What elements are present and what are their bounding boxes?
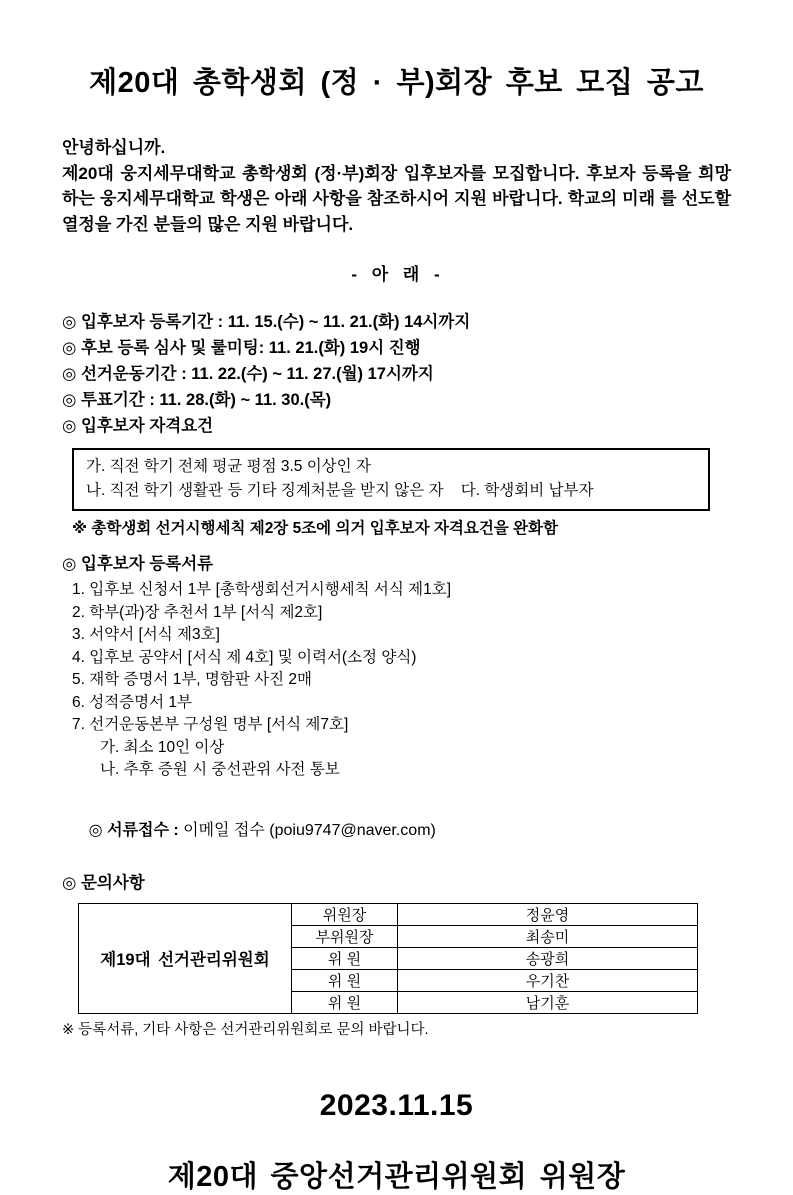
qualification-line: 나. 직전 학기 생활관 등 기타 징계처분을 받지 않은 자 다. 학생회비 납부자	[86, 482, 594, 499]
committee-name-cell: 우기찬	[398, 969, 698, 991]
table-footnote: ※ 등록서류, 기타 사항은 선거관리위원회로 문의 바랍니다.	[62, 1021, 429, 1038]
documents-item: 3. 서약서 [서식 제3호]	[72, 626, 220, 643]
intro-paragraph	[62, 135, 731, 237]
table-row	[79, 903, 698, 925]
schedule-item-campaign-period: ◎ 선거운동기간 : 11. 22.(수) ~ 11. 27.(월) 17시까지	[62, 365, 434, 383]
intro-line: 하는 웅지세무대학교 학생은 아래 사항을 참조하시어 지원 바랍니다. 학교의 미래 를 선도할	[62, 189, 731, 208]
committee-role-cell: 부위원장	[292, 925, 398, 947]
document-page	[0, 60, 793, 1193]
documents-item: 1. 입후보 신청서 1부 [총학생회선거시행세칙 서식 제1호]	[72, 581, 452, 598]
greeting-line: 안녕하십니까.	[62, 138, 166, 157]
committee-name-cell: 남기훈	[398, 991, 698, 1013]
committee-role-cell: 위 원	[292, 969, 398, 991]
intro-line: 열정을 가진 분들의 많은 지원 바랍니다.	[62, 214, 354, 234]
committee-role-cell: 위 원	[292, 947, 398, 969]
schedule-item-registration-period: ◎ 입후보자 등록기간 : 11. 15.(수) ~ 11. 21.(화) 14시까지	[62, 313, 471, 331]
documents-heading: ◎ 입후보자 등록서류	[62, 555, 214, 573]
page-title: 제20대 총학생회 (정 · 부)회장 후보 모집 공고	[89, 67, 704, 99]
schedule-item-review-meeting: ◎ 후보 등록 심사 및 룰미팅: 11. 21.(화) 19시 진행	[62, 339, 421, 357]
committee-name-cell: 송광희	[398, 947, 698, 969]
schedule-item-qualifications-heading: ◎ 입후보자 자격요건	[62, 417, 214, 435]
submission-line	[62, 792, 731, 870]
submission-label: ◎ 서류접수 :	[88, 821, 184, 839]
document-signature: 제20대 중앙선거관리위원회 위원장	[167, 1160, 626, 1193]
documents-subitem: 나. 추후 증원 시 중선관위 사전 통보	[100, 761, 340, 778]
documents-subitem: 가. 최소 10인 이상	[100, 738, 225, 756]
committee-name-cell: 정윤영	[398, 903, 698, 925]
submission-email: 이메일 접수 (poiu9747@naver.com)	[183, 821, 436, 839]
committee-title-cell: 제19대 선거관리위원회	[79, 903, 292, 1013]
documents-item: 6. 성적증명서 1부	[72, 693, 192, 711]
relaxation-note: ※ 총학생회 선거시행세칙 제2장 5조에 의거 입후보자 자격요건을 완화함	[72, 520, 559, 537]
section-divider: - 아 래 -	[351, 265, 442, 284]
schedule-list	[62, 309, 731, 439]
committee-table	[78, 903, 698, 1014]
documents-item: 4. 입후보 공약서 [서식 제 4호] 및 이력서(소정 양식)	[72, 648, 417, 666]
intro-line: 제20대 웅지세무대학교 총학생회 (정·부)회장 입후보자를 모집합니다. 후보자 등록을 희망	[62, 163, 731, 183]
documents-list	[72, 579, 731, 782]
inquiry-heading: ◎ 문의사항	[62, 873, 145, 892]
committee-role-cell: 위 원	[292, 991, 398, 1013]
qualification-line: 가. 직전 학기 전체 평균 평점 3.5 이상인 자	[86, 458, 371, 475]
committee-role-cell: 위원장	[292, 903, 398, 925]
documents-item: 7. 선거운동본부 구성원 명부 [서식 제7호]	[72, 716, 349, 733]
schedule-item-voting-period: ◎ 투표기간 : 11. 28.(화) ~ 11. 30.(목)	[62, 391, 332, 409]
document-date: 2023.11.15	[319, 1088, 474, 1122]
qualification-box	[72, 448, 710, 511]
document-content	[0, 60, 793, 1195]
committee-name-cell: 최송미	[398, 925, 698, 947]
documents-item: 5. 재학 증명서 1부, 명함판 사진 2매	[72, 671, 312, 688]
documents-item: 2. 학부(과)장 추천서 1부 [서식 제2호]	[72, 603, 323, 621]
